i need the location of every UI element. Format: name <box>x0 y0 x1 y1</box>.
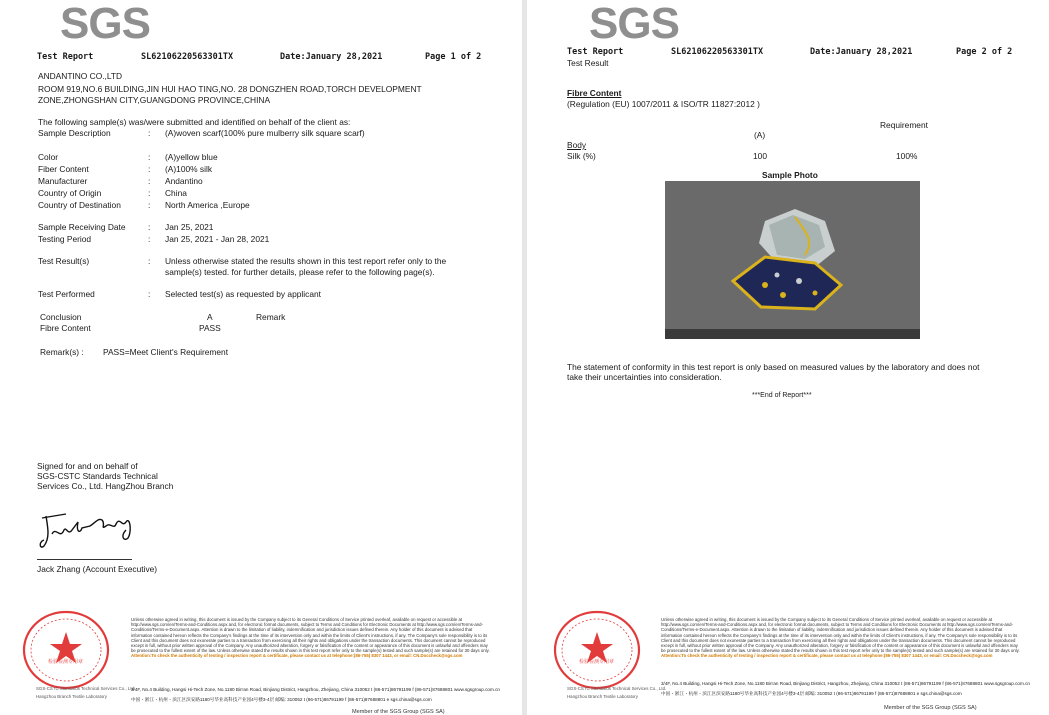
fibre-content-title: Fibre Content <box>567 88 622 98</box>
remarks-value: PASS=Meet Client's Requirement <box>103 347 229 357</box>
header-sublabel: Test Result <box>567 58 609 68</box>
contact-line-2: 中国・浙江・杭州・滨江区滨安路1180号华业高科技产业园4号楼3-4层 邮编: 310052 t (86-571)86791199 f (86-571)87688801 e sgs.china@sgs.com <box>131 697 432 702</box>
conclusion-row-label: Fibre Content <box>40 323 91 333</box>
field-label: Color <box>38 152 59 162</box>
conclusion-row-value: PASS <box>199 323 221 333</box>
signature-line <box>37 559 132 560</box>
field-label: Testing Period <box>38 234 92 244</box>
header-label: Test Report <box>567 47 624 57</box>
conclusion-label: Conclusion <box>40 312 82 322</box>
field-label: Country of Destination <box>38 200 121 210</box>
stamp-text: 检验检测专用章 <box>48 659 84 665</box>
statement-line-1: The statement of conformity in this test report is only based on measured values by the laboratory and does not <box>567 362 980 372</box>
statement-line-2: take their uncertainties into consideration. <box>567 372 722 382</box>
report-page-1 <box>0 0 522 715</box>
stamp-company: SGS-CSTC Standards Technical Services Co., Ltd. <box>36 686 136 691</box>
field-colon: : <box>148 176 151 186</box>
sgs-logo: SGS <box>60 0 150 48</box>
body-label: Body <box>567 140 587 150</box>
remarks-label: Remark(s) : <box>40 347 84 357</box>
conclusion-col-remark: Remark <box>256 312 286 322</box>
silk-requirement: 100% <box>896 151 918 161</box>
requirement-label: Requirement <box>880 120 928 130</box>
report-number: SL62106220563301TX <box>671 47 764 57</box>
signed-line-3: Services Co., Ltd. HangZhou Branch <box>37 481 174 491</box>
fibre-regulation: (Regulation (EU) 1007/2011 & ISO/TR 11827:2012 ) <box>567 99 760 109</box>
official-stamp <box>20 608 112 692</box>
signer-name: Jack Zhang (Account Executive) <box>37 564 158 574</box>
test-results-text-1: Unless otherwise stated the results shown in this test report refer only to the <box>165 256 447 266</box>
test-results-label: Test Result(s) <box>38 256 90 266</box>
test-performed-label: Test Performed <box>38 289 95 299</box>
field-colon: : <box>148 234 151 244</box>
field-colon: : <box>148 200 151 210</box>
scarf-image <box>665 181 920 339</box>
sample-photo <box>665 181 920 339</box>
report-date: Date:January 28,2021 <box>280 52 383 62</box>
end-of-report: ***End of Report*** <box>752 392 812 399</box>
field-label: Sample Description <box>38 128 111 138</box>
intro-text: The following sample(s) was/were submitted and identified on behalf of the client as: <box>38 117 351 127</box>
report-number: SL62106220563301TX <box>141 52 234 62</box>
client-name: ANDANTINO CO.,LTD <box>38 71 123 81</box>
stamp-company: SGS-CSTC Standards Technical Services Co., Ltd. <box>567 686 667 691</box>
legal-fine-print: Unless otherwise agreed in writing, this document is issued by the Company subject to its General Conditions of Service printed overleaf, available on request or accessible at http://www.sgs.com/en/Terms-and-Conditions.aspx and, for electronic format documents, subject to Terms and Conditions for Electronic Documents at http://www.sgs.com/en/Terms-and-Conditions/Terms-e-Document.aspx. Attention is drawn to the limitation of liability, indemnification and jurisdiction issues defined therein. Any holder of this document is advised that information contained hereon reflects the Company's findings at the time of its intervention only and within the limits of Client's instructions, if any. The Company's sole responsibility is to its Client and this document does not exonerate parties to a transaction from exercising all their rights and obligations under the transaction documents. This document cannot be reproduced except in full, without prior written approval of the Company. Any unauthorized alteration, forgery or falsification of the content or appearance of this document is unlawful and offenders may be prosecuted to the fullest extent of the law. Unless otherwise stated the results shown in this test report refer only to the sample(s) tested and such sample(s) are retained for 30 days only. Attention:To check the authenticity of testing / inspection report & certificate, please contact us at telephone:(86-755) 8307 1443, or email: CN.Doccheck@sgs.com <box>131 617 490 659</box>
field-colon: : <box>148 164 151 174</box>
stamp-text: 检验检测专用章 <box>579 659 615 665</box>
silk-label: Silk (%) <box>567 151 596 161</box>
field-value: North America ,Europe <box>165 200 250 210</box>
field-value: Jan 25, 2021 <box>165 222 214 232</box>
field-value: China <box>165 188 187 198</box>
page-number: Page 1 of 2 <box>425 52 482 62</box>
stamp-company-2: Hangzhou Branch Textile Laboratory <box>567 694 638 699</box>
column-a: (A) <box>754 130 766 140</box>
field-value: Andantino <box>165 176 203 186</box>
signed-line-2: SGS-CSTC Standards Technical <box>37 471 158 481</box>
client-address-1: ROOM 919,NO.6 BUILDING,JIN HUI HAO TING,NO. 28 DONGZHEN ROAD,TORCH DEVELOPMENT <box>38 84 422 94</box>
field-value: (A)100% silk <box>165 164 213 174</box>
attention-notice: Attention:To check the authenticity of testing / inspection report & certificate, please contact us at telephone:(86-755) 8307 1443, or email: CN.Doccheck@sgs.com <box>131 653 463 659</box>
contact-line-1: 3/4F, No.4 Building, Hangsi Hi-Tech Zone, No.1180 Bin'an Road, Binjiang District, Hangzhou, Zhejiang, China 310052 t (86-571)86791199 f (86-571)87688801 www.sgsgroup.com.cn <box>131 687 500 692</box>
field-colon: : <box>148 289 151 299</box>
client-address-2: ZONE,ZHONGSHAN CITY,GUANGDONG PROVINCE,CHINA <box>38 95 271 105</box>
attention-notice: Attention:To check the authenticity of testing / inspection report & certificate, please contact us at telephone:(86-755) 8307 1443, or email: CN.Doccheck@sgs.com <box>661 653 993 659</box>
field-label: Sample Receiving Date <box>38 222 126 232</box>
stamp-company-2: Hangzhou Branch Textile Laboratory <box>36 694 107 699</box>
sgs-logo: SGS <box>589 0 679 48</box>
field-colon: : <box>148 188 151 198</box>
field-value: Jan 25, 2021 - Jan 28, 2021 <box>165 234 270 244</box>
contact-line-1: 3/4F, No.4 Building, Hangsi Hi-Tech Zone, No.1180 Bin'an Road, Binjiang District, Hangzhou, Zhejiang, China 310052 t (86-571)86791199 f (86-571)87688801 www.sgsgroup.com.cn <box>661 681 1030 686</box>
handwritten-signature <box>36 496 146 554</box>
field-label: Manufacturer <box>38 176 88 186</box>
field-label: Country of Origin <box>38 188 102 198</box>
header-label: Test Report <box>37 52 94 62</box>
field-value: (A)woven scarf(100% pure mulberry silk square scarf) <box>165 128 365 138</box>
field-label: Fiber Content <box>38 164 89 174</box>
official-stamp <box>551 608 643 692</box>
test-performed-value: Selected test(s) as requested by applicant <box>165 289 321 299</box>
page-number: Page 2 of 2 <box>956 47 1013 57</box>
signed-line-1: Signed for and on behalf of <box>37 461 138 471</box>
field-colon: : <box>148 256 151 266</box>
legal-fine-print: Unless otherwise agreed in writing, this document is issued by the Company subject to its General Conditions of Service printed overleaf, available on request or accessible at http://www.sgs.com/en/Terms-and-Conditions.aspx and, for electronic format documents, subject to Terms and Conditions for Electronic Documents at http://www.sgs.com/en/Terms-and-Conditions/Terms-e-Document.aspx. Attention is drawn to the limitation of liability, indemnification and jurisdiction issues defined therein. Any holder of this document is advised that information contained hereon reflects the Company's findings at the time of its intervention only and within the limits of Client's instructions, if any. The Company's sole responsibility is to its Client and this document does not exonerate parties to a transaction from exercising all their rights and obligations under the transaction documents. This document cannot be reproduced except in full, without prior written approval of the Company. Any unauthorized alteration, forgery or falsification of the content or appearance of this document is unlawful and offenders may be prosecuted to the fullest extent of the law. Unless otherwise stated the results shown in this test report refer only to the sample(s) tested and such sample(s) are retained for 30 days only. Attention:To check the authenticity of testing / inspection report & certificate, please contact us at telephone:(86-755) 8307 1443, or email: CN.Doccheck@sgs.com <box>661 617 1020 659</box>
contact-line-2: 中国・浙江・杭州・滨江区滨安路1180号华业高科技产业园4号楼3-4层 邮编: 310052 t (86-571)86791199 f (86-571)87688801 e sgs.china@sgs.com <box>661 691 962 696</box>
member-of-sgs: Member of the SGS Group (SGS SA) <box>352 709 445 715</box>
report-page-2 <box>527 0 1049 715</box>
member-of-sgs: Member of the SGS Group (SGS SA) <box>884 705 977 711</box>
field-colon: : <box>148 128 151 138</box>
field-colon: : <box>148 222 151 232</box>
field-colon: : <box>148 152 151 162</box>
field-value: (A)yellow blue <box>165 152 218 162</box>
conclusion-col-a: A <box>207 312 213 322</box>
test-results-text-2: sample(s) tested. for further details, please refer to the following page(s). <box>165 267 435 277</box>
silk-value: 100 <box>753 151 767 161</box>
sample-photo-label: Sample Photo <box>762 170 818 180</box>
report-date: Date:January 28,2021 <box>810 47 913 57</box>
